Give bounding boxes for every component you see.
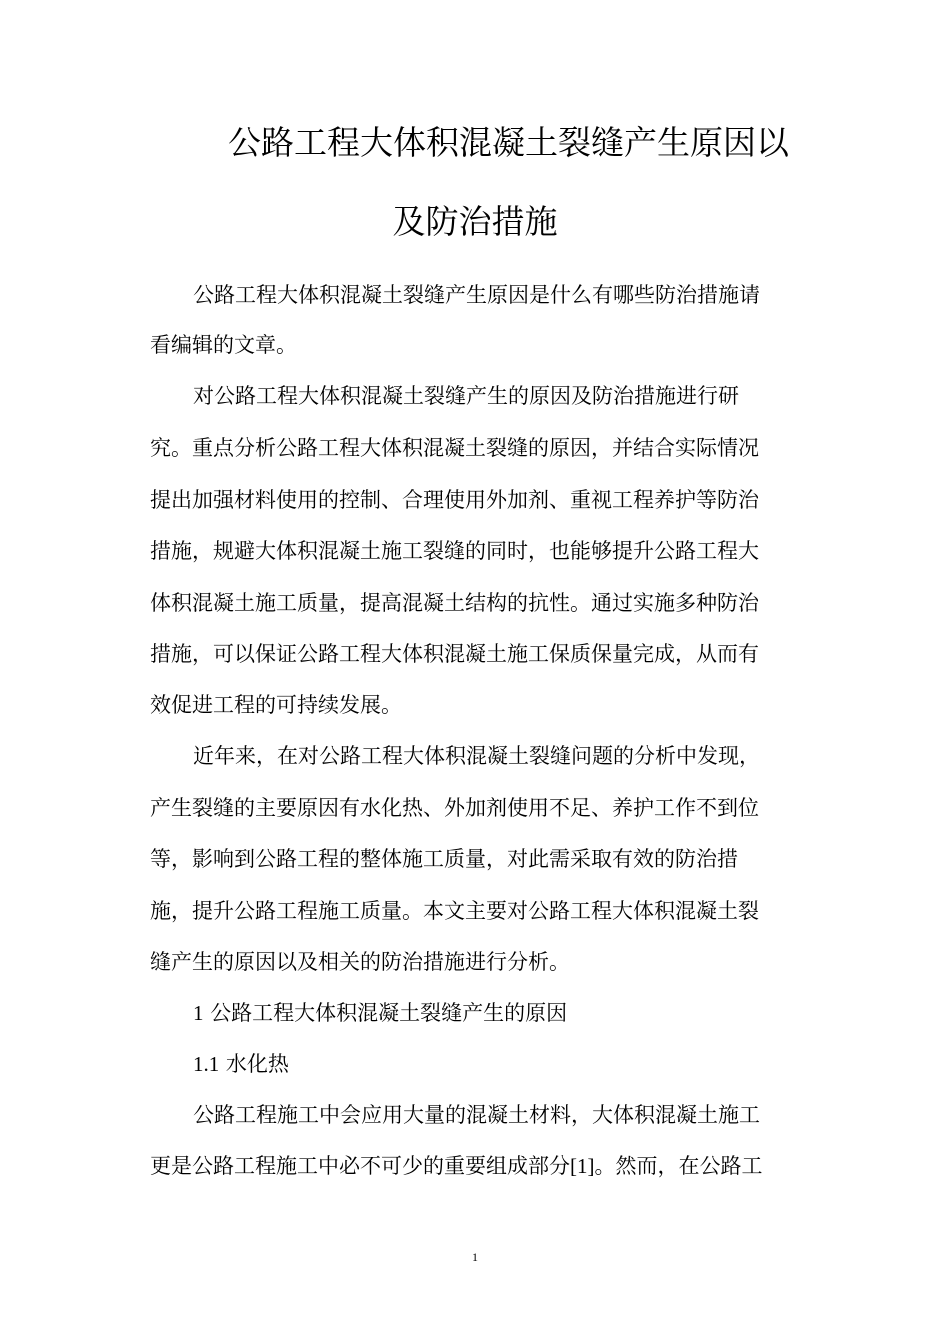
paragraph-line: 措施，可以保证公路工程大体积混凝土施工保质保量完成，从而有 <box>150 642 759 666</box>
page-number: 1 <box>472 1250 478 1264</box>
paragraph-line <box>150 1152 800 1180</box>
paragraph-line: 提出加强材料使用的控制、合理使用外加剂、重视工程养护等防治 <box>150 488 759 512</box>
paragraph-line: 究。重点分析公路工程大体积混凝土裂缝的原因，并结合实际情况 <box>150 436 759 460</box>
paragraph-line: 措施，规避大体积混凝土施工裂缝的同时，也能够提升公路工程大 <box>150 539 759 563</box>
paragraph-text: 更是公路工程施工中必不可少的重要组成部分 <box>150 1154 570 1178</box>
citation-reference: [1] <box>570 1154 595 1178</box>
subsection-heading-1-1 <box>193 1050 843 1078</box>
paragraph-line: 体积混凝土施工质量，提高混凝土结构的抗性。通过实施多种防治 <box>150 591 759 615</box>
paragraph-line: 看编辑的文章。 <box>150 333 297 357</box>
document-title-line-1: 公路工程大体积混凝土裂缝产生原因以 <box>228 123 789 162</box>
paragraph-line: 近年来，在对公路工程大体积混凝土裂缝问题的分析中发现， <box>193 744 760 768</box>
subsection-heading-text: 水化热 <box>219 1052 289 1076</box>
paragraph-line: 等，影响到公路工程的整体施工质量，对此需采取有效的防治措 <box>150 847 738 871</box>
paragraph-line: 公路工程施工中会应用大量的混凝土材料，大体积混凝土施工 <box>193 1103 760 1127</box>
document-title-line-2: 及防治措施 <box>392 202 558 241</box>
section-number: 1 <box>193 1001 204 1025</box>
section-heading-1 <box>193 999 843 1027</box>
section-heading-text: 公路工程大体积混凝土裂缝产生的原因 <box>203 1001 568 1025</box>
paragraph-line: 产生裂缝的主要原因有水化热、外加剂使用不足、养护工作不到位 <box>150 796 759 820</box>
subsection-number: 1.1 <box>193 1052 220 1076</box>
paragraph-text: 。然而，在公路工 <box>594 1154 763 1178</box>
paragraph-line: 缝产生的原因以及相关的防治措施进行分析。 <box>150 950 570 974</box>
paragraph-line: 效促进工程的可持续发展。 <box>150 693 402 717</box>
paragraph-line: 施，提升公路工程施工质量。本文主要对公路工程大体积混凝土裂 <box>150 899 759 923</box>
paragraph-line: 对公路工程大体积混凝土裂缝产生的原因及防治措施进行研 <box>193 384 739 408</box>
paragraph-line: 公路工程大体积混凝土裂缝产生原因是什么有哪些防治措施请 <box>193 283 760 307</box>
